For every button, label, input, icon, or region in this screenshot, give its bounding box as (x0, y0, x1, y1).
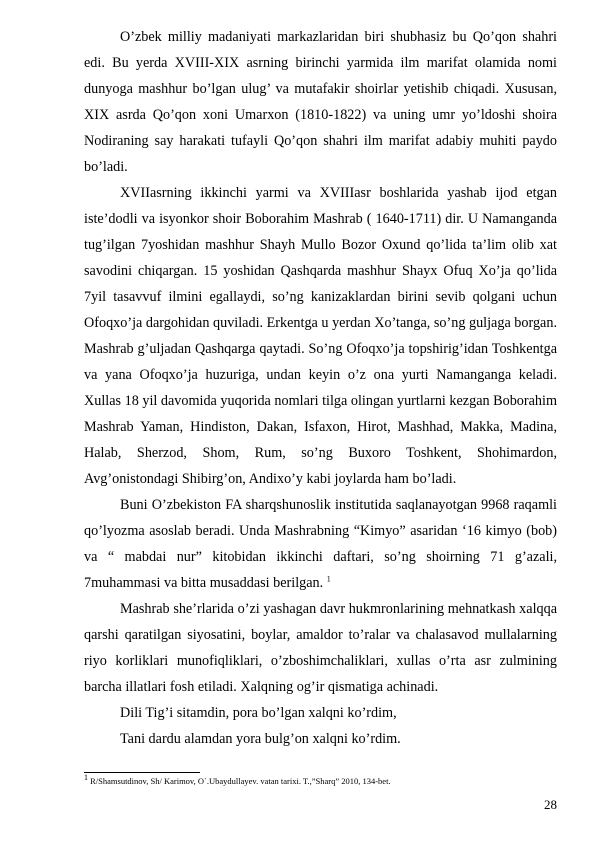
text-line: riyo korliklari munofiqliklari, o’zboshimchaliklari, xullas o’rta asr zulmining (84, 653, 557, 669)
text-line: barcha illatlari fosh etiladi. Xalqning og’ir qismatiga achinadi. (84, 679, 439, 695)
text-line: Mashrab g’uljadan Qashqarga qaytadi. So’ng Ofoqxo’ja topshirig’idan Toshkentga (84, 341, 557, 357)
text-line: Ofoqxo’ja dargohidan quviladi. Erkentga u yerdan Xo’tanga, so’ng guljaga borgan. (84, 315, 557, 331)
text-line: bo’ladi. (84, 159, 128, 175)
text-line: Mashrab she’rlarida o’zi yashagan davr hukmronlarining mehnatkash xalqqa (120, 601, 557, 617)
text-line: tug’ilgan 7yoshidan mashhur Shayh Mullo Bozor Oxund qo’lida ta’lim olib xat (84, 237, 557, 253)
text-line: XIX asrda Qo’qon xoni Umarxon (1810-1822) va uning umr yo’ldoshi shoira (84, 107, 557, 123)
footnote-text: R/Shamsutdinov, Sh/ Karimov, O`.Ubaydullayev. vatan tarixi. T.,”Sharq” 2010, 134-bet. (90, 776, 391, 786)
text-span: 7muhammasi va bitta musaddasi berilgan. (84, 575, 324, 591)
text-line: iste’dodli va isyonkor shoir Boborahim Mashrab ( 1640-1711) dir. U Namanganda (84, 211, 557, 227)
footnote-reference[interactable]: 1 (326, 574, 331, 584)
text-line: edi. Bu yerda XVIII-XIX asrning birinchi yarmida ilm marifat olamida nomi (84, 55, 557, 71)
text-line: qo’lyozma asoslab beradi. Unda Mashrabning “Kimyo” asaridan ‘16 kimyo (bob) (84, 523, 557, 539)
footnote (84, 773, 391, 787)
text-line: Avg’onistondagi Shibirg’on, Andixo’y kabi joylarda ham bo’ladi. (84, 471, 457, 487)
text-line: Nodiraning say harakati tufayli Qo’qon shahri ilm marifat adabiy muhiti paydo (84, 133, 557, 149)
text-line: Xullas 18 yil davomida yuqorida nomlari tilga olingan yurtlarni kezgan Boborahim (84, 393, 557, 409)
verse-line: Dili Tig’i sitamdin, pora bo’lgan xalqni ko’rdim, (120, 705, 397, 721)
text-line: savodini chiqargan. 15 yoshidan Qashqarda mashhur Shayx Ofuq Xo’ja qo’lida (84, 263, 557, 279)
text-line: Mashrab Yaman, Hindiston, Dakan, Isfaxon, Hirot, Mashhad, Makka, Madina, (84, 419, 557, 435)
page-number: 28 (544, 797, 557, 812)
verse-line: Tani dardu alamdan yora bulg’on xalqni ko’rdim. (120, 731, 401, 747)
text-line: Buni O’zbekiston FA sharqshunoslik institutida saqlanayotgan 9968 raqamli (120, 497, 557, 513)
text-line: va yana Ofoqxo’ja huzuriga, undan keyin o’z ona yurti Namanganga keladi. (84, 367, 557, 383)
text-line: XVIIasrning ikkinchi yarmi va XVIIIasr boshlarida yashab ijod etgan (120, 185, 557, 201)
text-line: va “ mabdai nur” kitobidan ikkinchi daftari, so’ng shoirning 71 g’azali, (84, 549, 557, 565)
text-line: Halab, Sherzod, Shom, Rum, so’ng Buxoro Toshkent, Shohimardon, (84, 445, 557, 461)
footnote-marker: 1 (84, 773, 88, 783)
text-line: dunyoga mashhur bo’lgan ulug’ va mutafakir shoirlar yetishib chiqadi. Xususan, (84, 81, 557, 97)
text-line: O’zbek milliy madaniyati markazlaridan biri shubhasiz bu Qo’qon shahri (120, 29, 557, 45)
text-line: 7yil tasavvuf ilmini egallaydi, so’ng kanizaklardan birini sevib qolgani uchun (84, 289, 557, 305)
text-line-with-footnote (84, 573, 557, 593)
text-line: qarshi qaratilgan siyosatini, boylar, amaldor to’ralar va chalasavod mullalarning (84, 627, 557, 643)
footnote-divider (84, 772, 200, 773)
